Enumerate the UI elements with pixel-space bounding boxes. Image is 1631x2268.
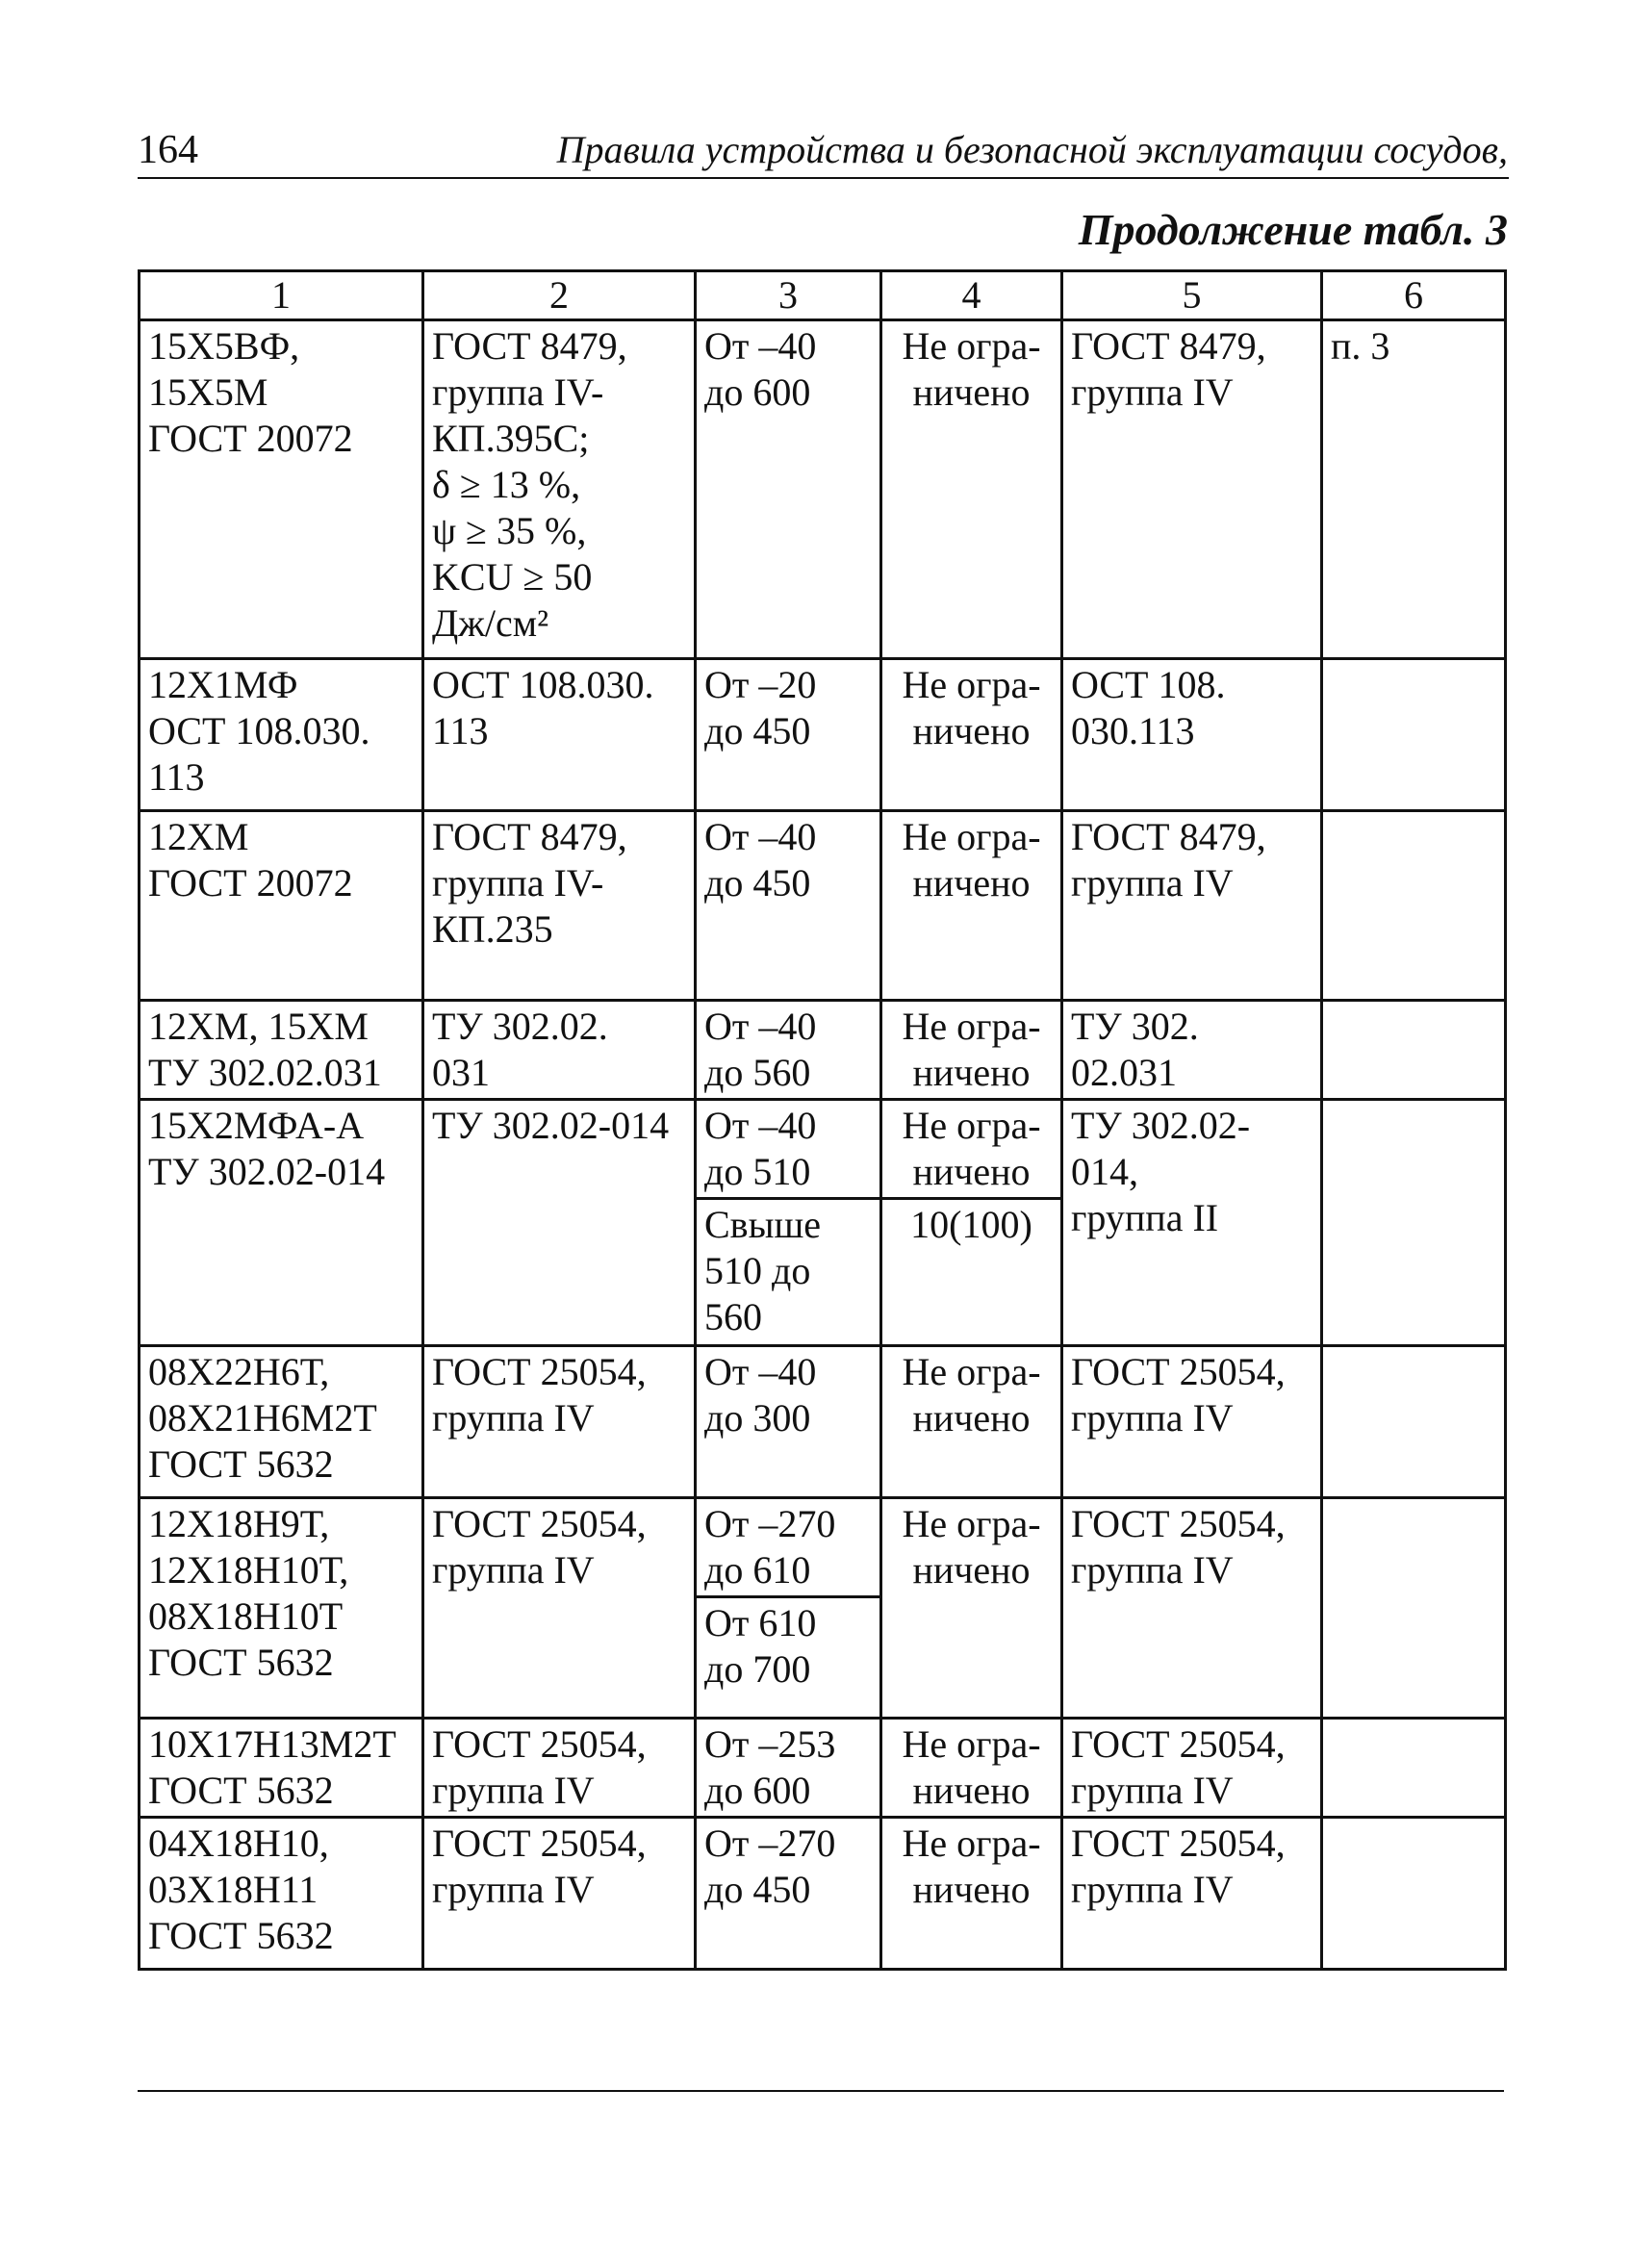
control-cell: ТУ 302. 02.031 <box>1062 1001 1322 1100</box>
spec-cell: ГОСТ 25054, группа IV <box>423 1818 696 1970</box>
temperature-cell: От –270 до 450 <box>696 1818 881 1970</box>
column-header: 1 <box>140 271 423 320</box>
header-rule <box>138 177 1509 179</box>
note-cell <box>1322 1818 1506 1970</box>
control-cell: ГОСТ 25054, группа IV <box>1062 1498 1322 1719</box>
control-cell: ОСТ 108. 030.113 <box>1062 659 1322 811</box>
column-header: 5 <box>1062 271 1322 320</box>
material-cell: 04Х18Н10, 03Х18Н11 ГОСТ 5632 <box>140 1818 423 1970</box>
column-header: 6 <box>1322 271 1506 320</box>
spec-cell: ГОСТ 25054, группа IV <box>423 1719 696 1818</box>
page-number: 164 <box>138 128 198 172</box>
material-cell: 08Х22Н6Т, 08Х21Н6М2Т ГОСТ 5632 <box>140 1346 423 1498</box>
pressure-cell: Не огра- ничено <box>881 1346 1062 1498</box>
material-cell: 12ХМ, 15ХМ ТУ 302.02.031 <box>140 1001 423 1100</box>
pressure-cell: Не огра- ничено <box>881 1100 1062 1199</box>
temperature-cell: От –40 до 300 <box>696 1346 881 1498</box>
table-row <box>140 1498 1506 1597</box>
note-cell <box>1322 1719 1506 1818</box>
temperature-cell: От –40 до 450 <box>696 811 881 1001</box>
control-cell: ГОСТ 8479, группа IV <box>1062 320 1322 659</box>
pressure-cell: Не огра- ничено <box>881 320 1062 659</box>
temperature-cell: От –20 до 450 <box>696 659 881 811</box>
control-cell: ГОСТ 8479, группа IV <box>1062 811 1322 1001</box>
material-cell: 10Х17Н13М2Т ГОСТ 5632 <box>140 1719 423 1818</box>
temperature-cell: Свыше 510 до 560 <box>696 1199 881 1346</box>
specification-table <box>138 269 1507 1971</box>
temperature-cell: От –270 до 610 <box>696 1498 881 1597</box>
spec-cell: ГОСТ 8479, группа IV- КП.235 <box>423 811 696 1001</box>
control-cell: ГОСТ 25054, группа IV <box>1062 1346 1322 1498</box>
spec-cell: ГОСТ 25054, группа IV <box>423 1346 696 1498</box>
column-header: 4 <box>881 271 1062 320</box>
table-row <box>140 811 1506 1001</box>
table-row <box>140 1001 1506 1100</box>
spec-cell: ОСТ 108.030. 113 <box>423 659 696 811</box>
control-cell: ТУ 302.02- 014, группа II <box>1062 1100 1322 1346</box>
pressure-cell: 10(100) <box>881 1199 1062 1346</box>
pressure-cell: Не огра- ничено <box>881 1719 1062 1818</box>
material-cell: 12Х1МФ ОСТ 108.030. 113 <box>140 659 423 811</box>
table-continuation-caption: Продолжение табл. 3 <box>1078 205 1508 254</box>
note-cell <box>1322 1498 1506 1719</box>
table-row <box>140 1818 1506 1970</box>
temperature-cell: От –40 до 510 <box>696 1100 881 1199</box>
pressure-cell: Не огра- ничено <box>881 659 1062 811</box>
spec-cell: ГОСТ 25054, группа IV <box>423 1498 696 1719</box>
spec-cell: ТУ 302.02. 031 <box>423 1001 696 1100</box>
column-header: 3 <box>696 271 881 320</box>
table-row <box>140 1100 1506 1199</box>
material-cell: 15Х2МФА-А ТУ 302.02-014 <box>140 1100 423 1346</box>
table-row <box>140 659 1506 811</box>
spec-cell: ГОСТ 8479, группа IV- КП.395С; δ ≥ 13 %, ψ ≥ 35 %, KCU ≥ 50 Дж/см² <box>423 320 696 659</box>
note-cell <box>1322 1100 1506 1346</box>
pressure-cell: Не огра- ничено <box>881 1818 1062 1970</box>
pressure-cell: Не огра- ничено <box>881 1001 1062 1100</box>
temperature-cell: От –40 до 600 <box>696 320 881 659</box>
note-cell <box>1322 811 1506 1001</box>
control-cell: ГОСТ 25054, группа IV <box>1062 1818 1322 1970</box>
material-cell: 15Х5ВФ, 15Х5М ГОСТ 20072 <box>140 320 423 659</box>
pressure-cell: Не огра- ничено <box>881 1498 1062 1719</box>
table-row <box>140 1719 1506 1818</box>
table-header-row <box>140 271 1506 320</box>
table-row <box>140 1346 1506 1498</box>
control-cell: ГОСТ 25054, группа IV <box>1062 1719 1322 1818</box>
footer-rule <box>138 2090 1504 2092</box>
temperature-cell: От –40 до 560 <box>696 1001 881 1100</box>
temperature-cell: От –253 до 600 <box>696 1719 881 1818</box>
note-cell <box>1322 1346 1506 1498</box>
note-cell <box>1322 659 1506 811</box>
note-cell: п. 3 <box>1322 320 1506 659</box>
column-header: 2 <box>423 271 696 320</box>
material-cell: 12Х18Н9Т, 12Х18Н10Т, 08Х18Н10Т ГОСТ 5632 <box>140 1498 423 1719</box>
material-cell: 12ХМ ГОСТ 20072 <box>140 811 423 1001</box>
pressure-cell: Не огра- ничено <box>881 811 1062 1001</box>
note-cell <box>1322 1001 1506 1100</box>
temperature-cell: От 610 до 700 <box>696 1597 881 1719</box>
running-title: Правила устройства и безопасной эксплуатации сосудов, <box>556 128 1508 171</box>
table-row <box>140 320 1506 659</box>
spec-cell: ТУ 302.02-014 <box>423 1100 696 1346</box>
